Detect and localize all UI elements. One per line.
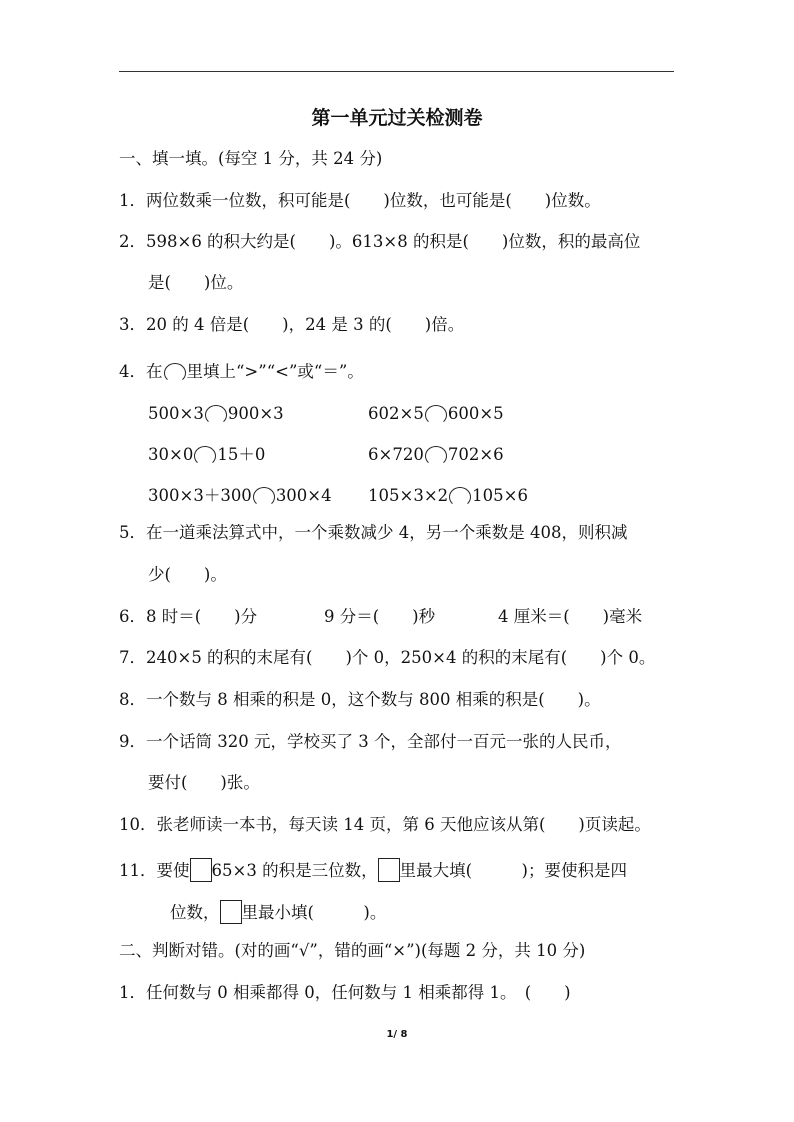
question-2-line-2: 是( )位。 (148, 273, 244, 292)
answer-circle-icon[interactable] (205, 405, 227, 425)
compare-right: 15＋0 (217, 445, 266, 464)
question-2-line-1: 2．598×6 的积大约是( )。613×8 的积是( )位数，积的最高位 (119, 232, 641, 251)
blank-box-icon[interactable] (378, 858, 400, 882)
compare-left: 300×3＋300 (148, 486, 252, 505)
question-11-text: 65×3 的积是三位数， (211, 861, 378, 880)
header-rule (119, 71, 674, 72)
compare-item (368, 444, 504, 466)
question-4-pre: 4．在 (119, 362, 163, 381)
question-9-line-1: 9．一个话筒 320 元，学校买了 3 个，全部付一百元一张的人民币， (119, 732, 622, 751)
section2-heading: 二、判断对错。(对的画“√”，错的画“×”)(每题 2 分，共 10 分) (119, 941, 586, 960)
answer-circle-icon[interactable] (449, 487, 471, 507)
compare-right: 105×6 (472, 486, 528, 505)
question-9-line-2: 要付( )张。 (148, 773, 260, 792)
question-11-line-1 (119, 858, 627, 882)
question-11-text: 位数， (170, 903, 220, 922)
compare-left: 602×5 (368, 404, 424, 423)
compare-right: 300×4 (275, 486, 332, 505)
blank-box-icon[interactable] (220, 900, 242, 924)
section1-heading: 一、填一填。(每空 1 分，共 24 分) (119, 149, 383, 168)
compare-left: 500×3 (148, 404, 204, 423)
question-1: 1．两位数乘一位数，积可能是( )位数，也可能是( )位数。 (119, 191, 601, 210)
question-4 (119, 361, 364, 383)
question-5-line-1: 5．在一道乘法算式中，一个乘数减少 4，另一个乘数是 408，则积减 (119, 523, 628, 542)
answer-circle-icon[interactable] (425, 446, 447, 466)
compare-right: 702×6 (447, 445, 504, 464)
question-6-part-3: 4 厘米＝( )毫米 (498, 607, 643, 626)
compare-right: 900×3 (227, 404, 284, 423)
question-5-line-2: 少( )。 (148, 565, 227, 584)
question-11-text: 里最小填( )。 (241, 903, 387, 922)
compare-left: 30×0 (148, 445, 194, 464)
compare-item (368, 403, 504, 425)
answer-circle-icon[interactable] (194, 446, 216, 466)
answer-circle-icon[interactable] (253, 487, 275, 507)
question-11-text: 11．要使 (119, 861, 190, 880)
judge-question-1: 1．任何数与 0 相乘都得 0，任何数与 1 相乘都得 1。 ( ) (119, 983, 571, 1002)
question-6-part-1: 6．8 时＝( )分 (119, 607, 258, 626)
question-6-part-2: 9 分＝( )秒 (324, 607, 436, 626)
compare-right: 600×5 (447, 404, 504, 423)
question-3: 3．20 的 4 倍是( )，24 是 3 的( )倍。 (119, 315, 465, 334)
compare-item (368, 485, 528, 507)
compare-item (148, 485, 332, 507)
compare-left: 6×720 (368, 445, 424, 464)
answer-circle-icon[interactable] (425, 405, 447, 425)
compare-left: 105×3×2 (368, 486, 449, 505)
question-11-line-2 (170, 900, 386, 924)
comparison-circle-icon (164, 363, 186, 383)
question-10: 10．张老师读一本书，每天读 14 页，第 6 天他应该从第( )页读起。 (119, 815, 651, 834)
question-7: 7．240×5 的积的末尾有( )个 0，250×4 的积的末尾有( )个 0。 (119, 648, 656, 667)
question-8: 8．一个数与 8 相乘的积是 0，这个数与 800 相乘的积是( )。 (119, 690, 601, 709)
question-4-post: 里填上“>”“<”或“＝”。 (186, 362, 364, 381)
page-title: 第一单元过关检测卷 (311, 107, 483, 129)
blank-box-icon[interactable] (190, 858, 212, 882)
page-number: 1/ 8 (386, 1029, 408, 1040)
question-11-text: 里最大填( )；要使积是四 (399, 861, 627, 880)
compare-item (148, 444, 265, 466)
compare-item (148, 403, 284, 425)
